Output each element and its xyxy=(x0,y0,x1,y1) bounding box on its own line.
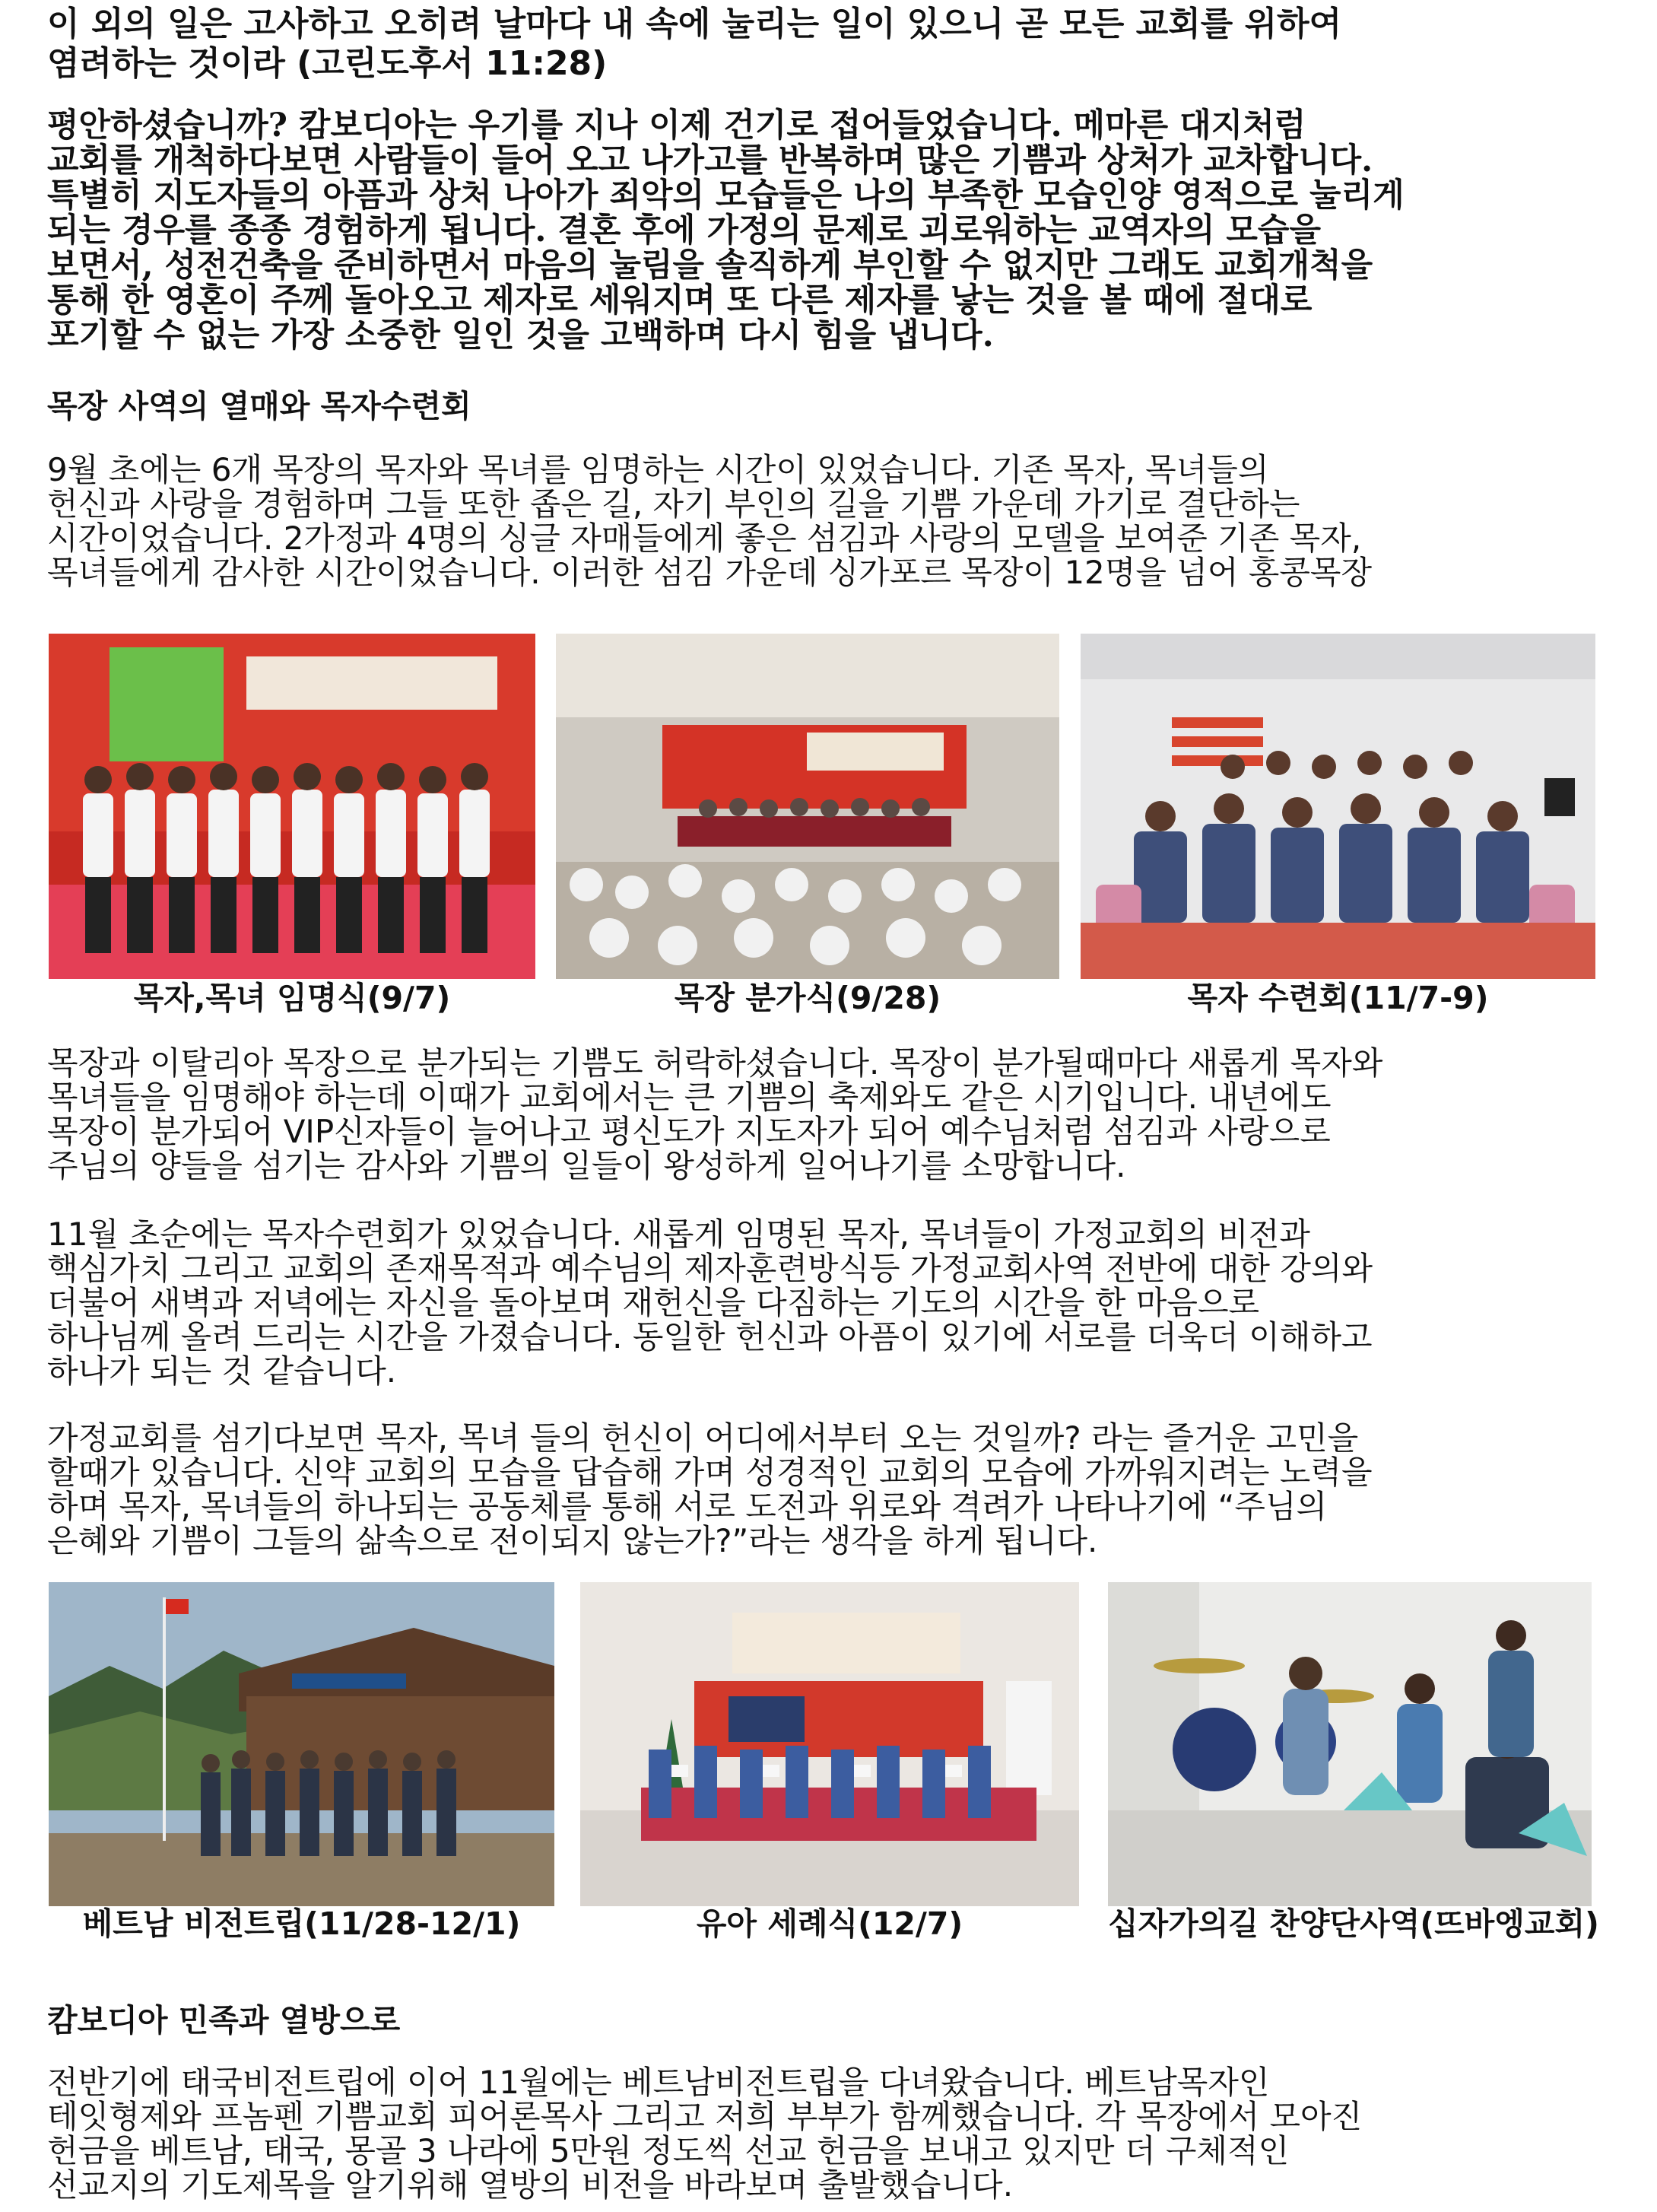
photo-caption: 목자 수련회(11/7-9) xyxy=(1187,980,1489,1016)
intro-line: 통해 한 영혼이 주께 돌아오고 제자로 세워지며 또 다른 제자를 낳는 것을 볼 때에 절대로 xyxy=(47,281,1313,319)
text-line: 주님의 양들을 섬기는 감사와 기쁨의 일들이 왕성하게 일어나기를 소망합니다. xyxy=(47,1147,1126,1184)
photo-worship-team xyxy=(1108,1582,1592,1906)
intro-line: 교회를 개척하다보면 사람들이 들어 오고 나가고를 반복하며 많은 기쁨과 상처가 교차합니다. xyxy=(47,141,1373,180)
text-line: 목녀들을 임명해야 하는데 이때가 교회에서는 큰 기쁨의 축제와도 같은 시기입니다. 내년에도 xyxy=(47,1079,1332,1116)
text-line: 11월 초순에는 목자수련회가 있었습니다. 새롭게 임명된 목자, 목녀들이 가정교회의 비전과 xyxy=(47,1216,1310,1253)
photo-division-ceremony xyxy=(556,634,1059,979)
text-line: 하나님께 올려 드리는 시간을 가졌습니다. 동일한 헌신과 아픔이 있기에 서로를 더욱더 이해하고 xyxy=(47,1318,1373,1355)
text-line: 하나가 되는 것 같습니다. xyxy=(47,1352,397,1390)
photo-infant-baptism xyxy=(580,1582,1079,1906)
text-line: 선교지의 기도제목을 알기위해 열방의 비전을 바라보며 출발했습니다. xyxy=(47,2166,1014,2204)
section1-paragraph-2 xyxy=(47,1046,1629,1183)
photo-caption: 목장 분가식(9/28) xyxy=(674,980,941,1016)
photo-vietnam-vision-trip xyxy=(49,1582,554,1906)
section-heading: 캄보디아 민족과 열방으로 xyxy=(47,2002,401,2039)
section-heading: 목장 사역의 열매와 목자수련회 xyxy=(47,388,471,424)
text-line: 헌금을 베트남, 태국, 몽골 3 나라에 5만원 정도씩 선교 헌금을 보내고 있지만 더 구체적인 xyxy=(47,2132,1290,2169)
intro-line: 보면서, 성전건축을 준비하면서 마음의 눌림을 솔직하게 부인할 수 없지만 그래도 교회개척을 xyxy=(47,246,1373,284)
text-line: 목녀들에게 감사한 시간이었습니다. 이러한 섬김 가운데 싱가포르 목장이 12명을 넘어 홍콩목장 xyxy=(47,554,1373,591)
section1-paragraph-4 xyxy=(47,1421,1629,1558)
intro-paragraph xyxy=(47,108,1629,353)
text-line: 더불어 새벽과 저녁에는 자신을 돌아보며 재헌신을 다짐하는 기도의 시간을 한 마음으로 xyxy=(47,1284,1260,1321)
intro-line: 되는 경우를 종종 경험하게 됩니다. 결혼 후에 가정의 문제로 괴로워하는 교역자의 모습을 xyxy=(47,211,1322,249)
photo-caption: 십자가의길 찬양단사역(뜨바엥교회) xyxy=(1108,1905,1599,1942)
section2-paragraph-1 xyxy=(47,2065,1629,2202)
photo-caption: 목자,목녀 임명식(9/7) xyxy=(133,980,451,1016)
photo-caption: 유아 세례식(12/7) xyxy=(696,1905,963,1942)
text-line: 하며 목자, 목녀들의 하나되는 공동체를 통해 서로 도전과 위로와 격려가 나타나기에 “주님의 xyxy=(47,1488,1328,1525)
intro-line: 평안하셨습니까? 캄보디아는 우기를 지나 이제 건기로 접어들었습니다. 메마른 대지처럼 xyxy=(47,106,1306,145)
verse-line-2: 염려하는 것이라 (고린도후서 11:28) xyxy=(47,44,608,83)
text-line: 은혜와 기쁨이 그들의 삶속으로 전이되지 않는가?”라는 생각을 하게 됩니다. xyxy=(47,1522,1098,1559)
photo-leaders-retreat xyxy=(1081,634,1595,979)
photo-caption: 베트남 비전트립(11/28-12/1) xyxy=(82,1905,521,1942)
text-line: 테잇형제와 프놈펜 기쁨교회 피어론목사 그리고 저희 부부가 함께했습니다. 각 목장에서 모아진 xyxy=(47,2098,1363,2135)
text-line: 핵심가치 그리고 교회의 존재목적과 예수님의 제자훈련방식등 가정교회사역 전반에 대한 강의와 xyxy=(47,1250,1373,1287)
bible-verse xyxy=(47,5,1614,84)
text-line: 헌신과 사랑을 경험하며 그들 또한 좁은 길, 자기 부인의 길을 기쁨 가운데 가기로 결단하는 xyxy=(47,485,1300,523)
intro-line: 특별히 지도자들의 아픔과 상처 나아가 죄악의 모습들은 나의 부족한 모습인양 영적으로 눌리게 xyxy=(47,176,1405,215)
text-line: 전반기에 태국비전트립에 이어 11월에는 베트남비전트립을 다녀왔습니다. 베트남목자인 xyxy=(47,2064,1270,2101)
text-line: 목장과 이탈리아 목장으로 분가되는 기쁨도 허락하셨습니다. 목장이 분가될때마다 새롭게 목자와 xyxy=(47,1044,1383,1082)
text-line: 목장이 분가되어 VIP신자들이 늘어나고 평신도가 지도자가 되어 예수님처럼 섬김과 사랑으로 xyxy=(47,1113,1331,1150)
text-line: 9월 초에는 6개 목장의 목자와 목녀를 임명하는 시간이 있었습니다. 기존 목자, 목녀들의 xyxy=(47,451,1269,488)
section1-paragraph-3 xyxy=(47,1217,1629,1388)
section1-paragraph-1 xyxy=(47,453,1629,590)
text-line: 가정교회를 섬기다보면 목자, 목녀 들의 헌신이 어디에서부터 오는 것일까? 라는 즐거운 고민을 xyxy=(47,1419,1359,1457)
text-line: 할때가 있습니다. 신약 교회의 모습을 답습해 가며 성경적인 교회의 모습에 가까워지려는 노력을 xyxy=(47,1454,1373,1491)
text-line: 시간이었습니다. 2가정과 4명의 싱글 자매들에게 좋은 섬김과 사랑의 모델을 보여준 기존 목자, xyxy=(47,520,1362,557)
verse-line-1: 이 외의 일은 고사하고 오히려 날마다 내 속에 눌리는 일이 있으니 곧 모든 교회를 위하여 xyxy=(47,5,1342,43)
intro-line: 포기할 수 없는 가장 소중한 일인 것을 고백하며 다시 힘을 냅니다. xyxy=(47,316,994,354)
photo-appointment-ceremony xyxy=(49,634,535,979)
